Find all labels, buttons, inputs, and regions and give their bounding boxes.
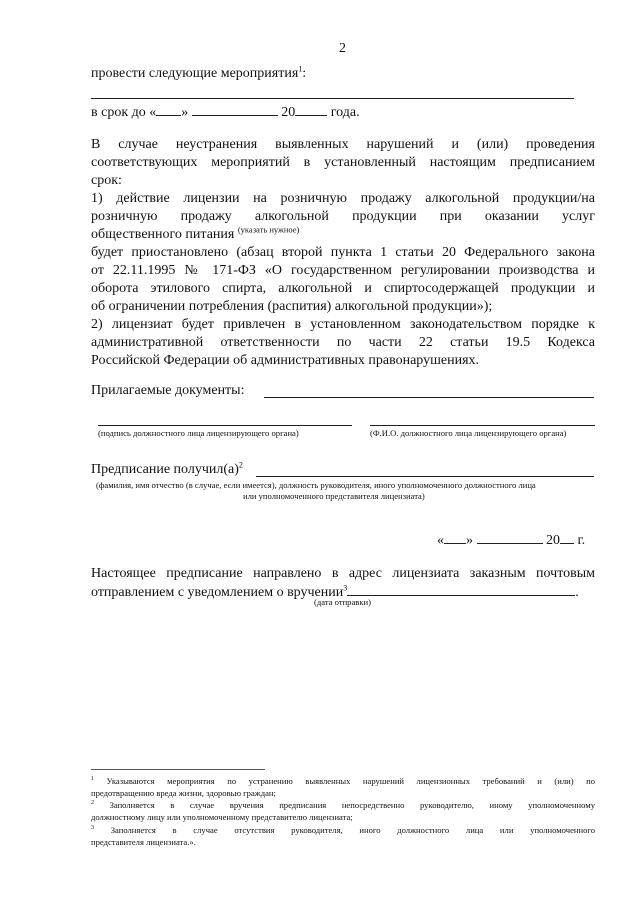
deadline-line: в срок до « » 20 года.	[91, 105, 360, 120]
measures-input-line[interactable]	[91, 98, 574, 99]
sending-line-1: Настоящее предписание направлено в адрес лицензиата заказным почтовым	[91, 566, 595, 581]
official-signature-line[interactable]	[98, 425, 352, 426]
received-month-field[interactable]	[477, 531, 543, 544]
consequences-line-3: срок:	[91, 173, 122, 188]
item1-line-3: общественного питания $^{(указать нужное)}$	[91, 224, 300, 242]
item1-line-2: розничную продажу алкогольной продукции при оказании услуг	[91, 209, 595, 224]
law-line-3: оборота этилового спирта, алкогольной и спиртосодержащей продукции и	[91, 281, 595, 296]
choose-needed-note: (указать нужное)	[237, 224, 300, 235]
consequences-line-1: В случае неустранения выявленных нарушений и (или) проведения	[91, 137, 595, 152]
official-signature-caption: (подпись должностного лица лицензирующего органа)	[98, 428, 299, 438]
footnote-3-line-1: $^3$ Заполняется в случае отсутствия руководителя, иного должностного лица или уполномоченного	[91, 825, 595, 835]
page-number: 2	[339, 41, 346, 56]
receipt-caption-1: (фамилия, имя отчество (в случае, если имеется), должность руководителя, иного уполномоченного должностного лица	[96, 480, 536, 490]
footnote-3-line-2: представителя лицензиата.».	[91, 837, 196, 847]
receipt-input-line[interactable]	[256, 476, 594, 477]
consequences-line-2: соответствующих мероприятий в установленный настоящим предписанием	[91, 155, 595, 170]
attachments-label: Прилагаемые документы:	[91, 383, 245, 398]
footnote-ref-1: 1	[298, 64, 303, 74]
item2-line-1: 2) лицензиат будет привлечен в установленном законодательством порядке к	[91, 317, 595, 332]
law-line-1: будет приостановлено (абзац второй пункта 1 статьи 20 Федерального закона	[91, 245, 595, 260]
deadline-year-field[interactable]	[295, 103, 327, 116]
sending-date-caption: (дата отправки)	[314, 597, 371, 607]
received-date-line: « » 20 г.	[437, 533, 586, 548]
measures-label: провести следующие мероприятия$^1$:	[91, 64, 307, 81]
footnote-1-line-1: $^1$ Указываются мероприятия по устранению выявленных нарушений лицензионных требований и (или) по	[91, 776, 595, 786]
law-line-2: от 22.11.1995 № 171-ФЗ «О государственном регулировании производства и	[91, 263, 595, 278]
footnote-2-line-1: $^2$ Заполняется в случае вручения предписания непосредственно руководителю, иному уполномоченному	[91, 800, 595, 810]
footnote-separator	[91, 769, 265, 770]
received-year-field[interactable]	[560, 531, 574, 544]
item1-line-1: 1) действие лицензии на розничную продажу алкогольной продукции/на	[91, 191, 595, 206]
footnote-ref-3: 3	[343, 583, 348, 593]
attachments-input-line[interactable]	[264, 397, 594, 398]
official-name-line[interactable]	[370, 425, 595, 426]
sending-line-2: отправлением с уведомлением о вручении$^3$ .	[91, 583, 579, 600]
footnote-2-line-2: должностному лицу или уполномоченному представителю лицензиата;	[91, 812, 353, 822]
receipt-label: Предписание $получил(а)^2$	[91, 460, 243, 477]
deadline-day-field[interactable]	[156, 103, 181, 116]
receipt-caption-2: или уполномоченного представителя лицензиата)	[243, 491, 425, 501]
received-day-field[interactable]	[444, 531, 466, 544]
footnote-1-line-2: предотвращению вреда жизни, здоровью граждан;	[91, 788, 276, 798]
official-name-caption: (Ф.И.О. должностного лица лицензирующего органа)	[370, 428, 567, 438]
item2-line-2: административной ответственности по части 22 статьи 19.5 Кодекса	[91, 335, 595, 350]
item2-line-3: Российской Федерации об административных правонарушениях.	[91, 353, 480, 368]
deadline-month-field[interactable]	[192, 103, 278, 116]
law-line-4: об ограничении потребления (распития) алкогольной продукции»);	[91, 299, 493, 314]
footnote-ref-2: 2	[238, 460, 243, 470]
sending-date-field[interactable]	[347, 583, 575, 596]
